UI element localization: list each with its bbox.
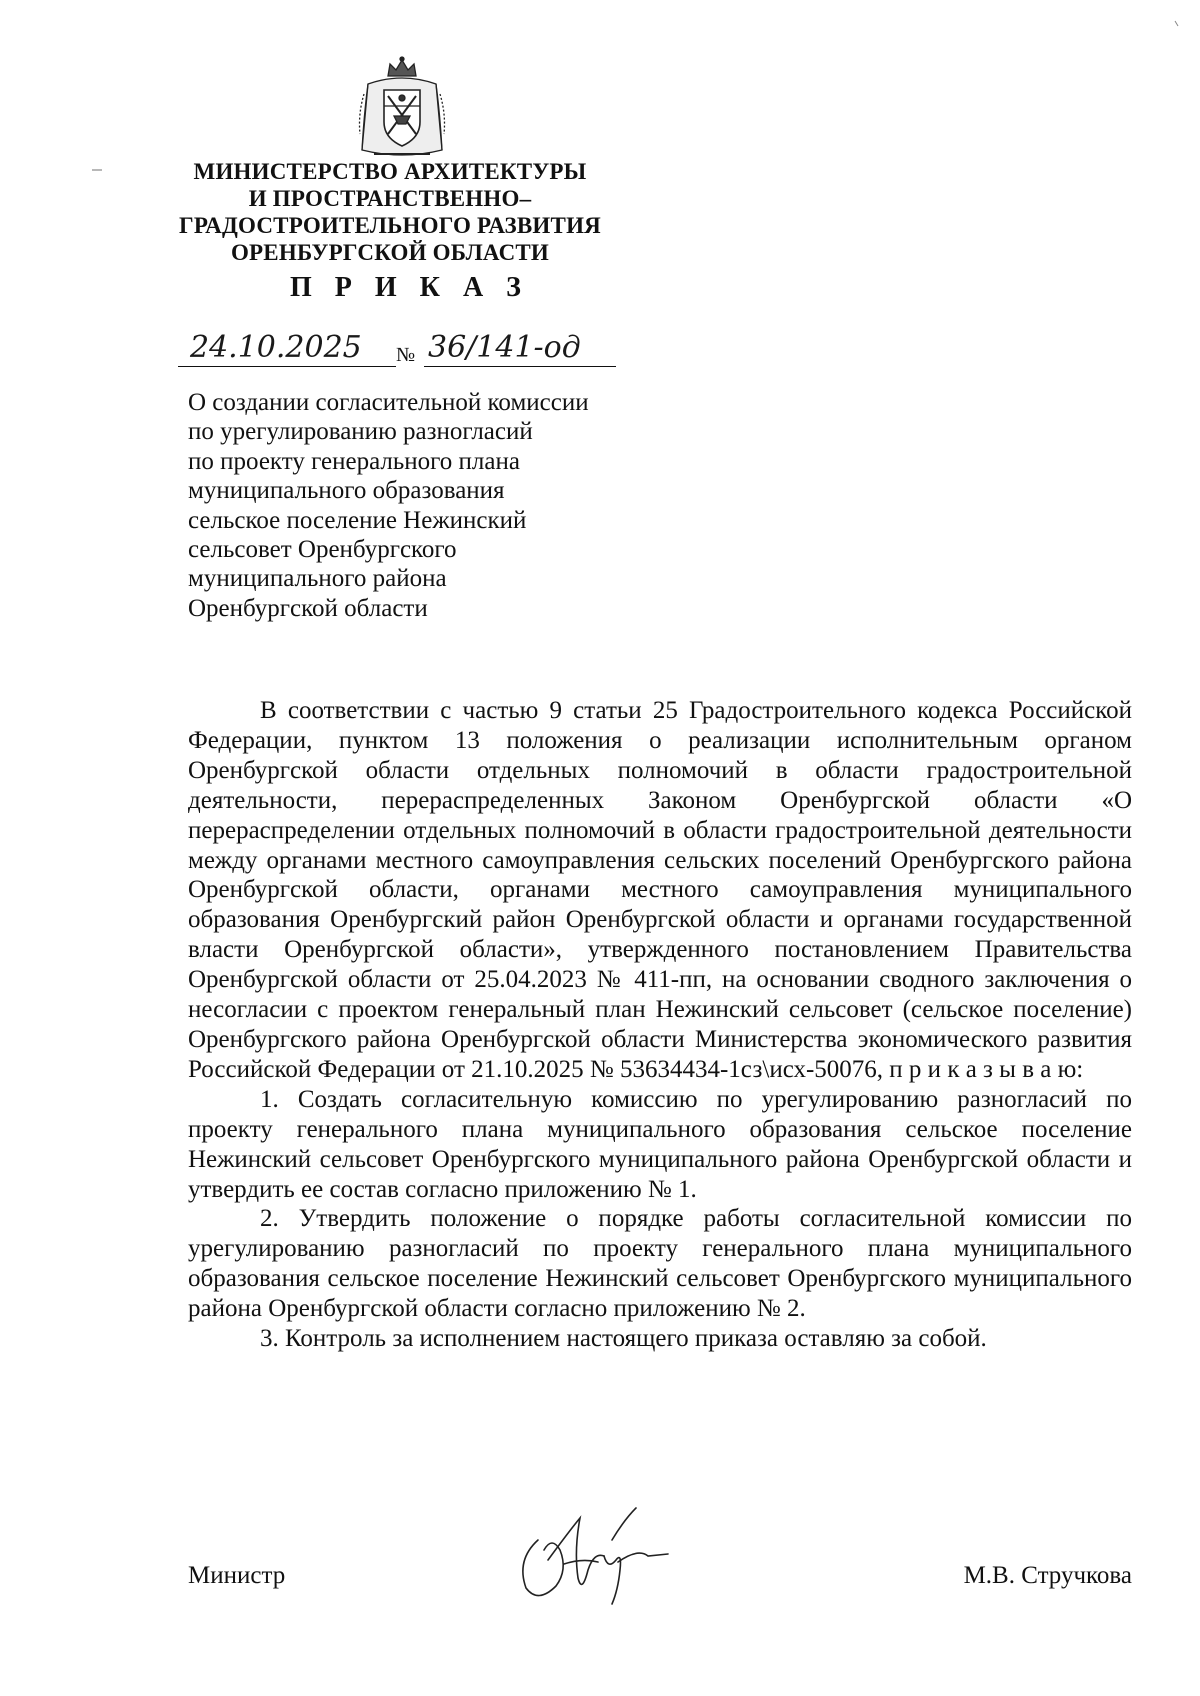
- signature-block: [188, 1500, 1132, 1590]
- scan-mark: [92, 168, 104, 172]
- subject-line: сельсовет Оренбургского: [188, 536, 457, 564]
- subject-line: по урегулированию разногласий: [188, 418, 533, 446]
- order-body: [188, 696, 1132, 1354]
- coat-of-arms-emblem: [354, 54, 450, 164]
- handwritten-signature: [508, 1500, 678, 1610]
- scan-mark: [1174, 20, 1180, 28]
- clause-3-paragraph: 3. Контроль за исполнением настоящего приказа оставляю за собой.: [260, 1325, 987, 1353]
- clause-2-paragraph: 2. Утвердить положение о порядке работы согласительной комиссии по урегулированию разногласий по проекту генерального плана муниципального образования сельское поселение Нежинский сельсовет Оренбургского муниципального района Оренбургской области согласно приложению № 2.: [188, 1205, 1132, 1323]
- ministry-name: [150, 158, 630, 266]
- number-underline: [424, 366, 616, 367]
- registration-number: 36/141-од: [428, 330, 581, 365]
- subject-line: по проекту генерального плана: [188, 447, 520, 475]
- subject-line: сельское поселение Нежинский: [188, 506, 527, 534]
- signatory-position: Министр: [188, 1562, 286, 1589]
- signatory-name: М.В. Стручкова: [963, 1562, 1132, 1589]
- clause-1-paragraph: 1. Создать согласительную комиссию по урегулированию разногласий по проекту генерального плана муниципального образования сельское поселение Нежинский сельсовет Оренбургского муниципального района Оренбургской области и утвердить ее состав согласно приложению № 1.: [188, 1085, 1132, 1203]
- subject-line: муниципального района: [188, 565, 447, 593]
- ministry-line-4: ОРЕНБУРГСКОЙ ОБЛАСТИ: [230, 240, 550, 265]
- ministry-line-3: ГРАДОСТРОИТЕЛЬНОГО РАЗВИТИЯ: [179, 213, 601, 238]
- subject-line: муниципального образования: [188, 477, 505, 505]
- registration-line: [178, 330, 638, 380]
- date-underline: [178, 366, 396, 367]
- ministry-line-2: И ПРОСТРАНСТВЕННО–: [248, 186, 532, 211]
- number-sign: №: [396, 344, 416, 366]
- document-type-title: П Р И К А З: [290, 272, 529, 303]
- subject-line: Оренбургской области: [188, 594, 428, 622]
- ministry-line-1: МИНИСТЕРСТВО АРХИТЕКТУРЫ: [193, 159, 587, 184]
- preamble-paragraph: В соответствии с частью 9 статьи 25 Градостроительного кодекса Российской Федерации, пунктом 13 положения о реализации исполнительным органом Оренбургской области отдельных полномочий в области градостроительной деятельности, перераспределенных Законом Оренбургской области «О перераспределении отдельных полномочий в области градостроительной деятельности между органами местного самоуправления сельских поселений Оренбургского района Оренбургской области, органами местного самоуправления муниципального образования Оренбургский район Оренбургской области и органами государственной власти Оренбургской области», утвержденного постановлением Правительства Оренбургской области от 25.04.2023 № 411-пп, на основании сводного заключения о несогласии с проектом генеральный план Нежинский сельсовет (сельское поселение) Оренбургского района Оренбургской области Министерства экономического развития Российской Федерации от 21.10.2025 № 53634434-1сз\исх-50076, п р и к а з ы в а ю:: [188, 697, 1132, 1083]
- order-subject: [188, 388, 658, 623]
- subject-line: О создании согласительной комиссии: [188, 389, 589, 416]
- registration-date: 24.10.2025: [190, 330, 362, 365]
